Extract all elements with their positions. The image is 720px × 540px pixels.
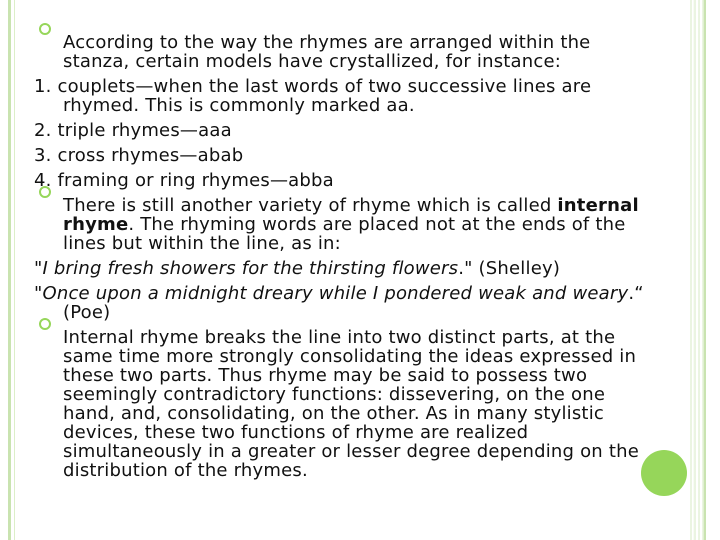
quote-italic: Once upon a midnight dreary while I pondered weak and weary (42, 283, 629, 304)
bullet-paragraph (34, 196, 659, 253)
bullet-paragraph (34, 33, 659, 71)
slide-text-body (34, 33, 659, 486)
list-item (34, 77, 659, 115)
quote-line (34, 259, 659, 278)
quote-open: " (34, 258, 43, 279)
paragraph-text: According to the way the rhymes are arranged within the stanza, certain models have crystallized, for instance: (63, 32, 591, 72)
quote-italic: I bring fresh showers for the thirsting flowers (42, 258, 459, 279)
bold-term: internal rhyme (63, 195, 639, 235)
hollow-circle-bullet-icon (34, 34, 63, 48)
hollow-circle-bullet-icon (34, 197, 63, 211)
paragraph-text: . The rhyming words are placed not at the ends of the lines but within the line, as in: (63, 214, 626, 254)
list-item (34, 171, 659, 190)
list-item-text: 1. couplets—when the last words of two successive lines are rhymed. This is commonly marked aa. (34, 76, 592, 116)
bullet-paragraph (34, 328, 659, 480)
list-item-text: 2. triple rhymes—aaa (34, 120, 232, 141)
decorative-stripe (690, 0, 704, 540)
quote-close: .“ (Poe) (63, 283, 644, 323)
list-item (34, 146, 659, 165)
paragraph-text: There is still another variety of rhyme which is called (63, 195, 558, 216)
list-item-text: 3. cross rhymes—abab (34, 145, 244, 166)
list-item (34, 121, 659, 140)
hollow-circle-bullet-icon (34, 329, 63, 343)
quote-line (34, 284, 659, 322)
paragraph-text: Internal rhyme breaks the line into two distinct parts, at the same time more strongly consolidating the ideas expressed in these two parts. Thus rhyme may be said to possess two seemingly contradictory functions: dissevering, on the one hand, and, consolidating, on the other. As in many stylistic devices, these two functions of rhyme are realized simultaneously in a greater or lesser degree depending on the distribution of the rhymes. (63, 327, 639, 481)
quote-close: ." (Shelley) (458, 258, 561, 279)
quote-open: " (34, 283, 43, 304)
list-item-text: 4. framing or ring rhymes—abba (34, 170, 334, 191)
